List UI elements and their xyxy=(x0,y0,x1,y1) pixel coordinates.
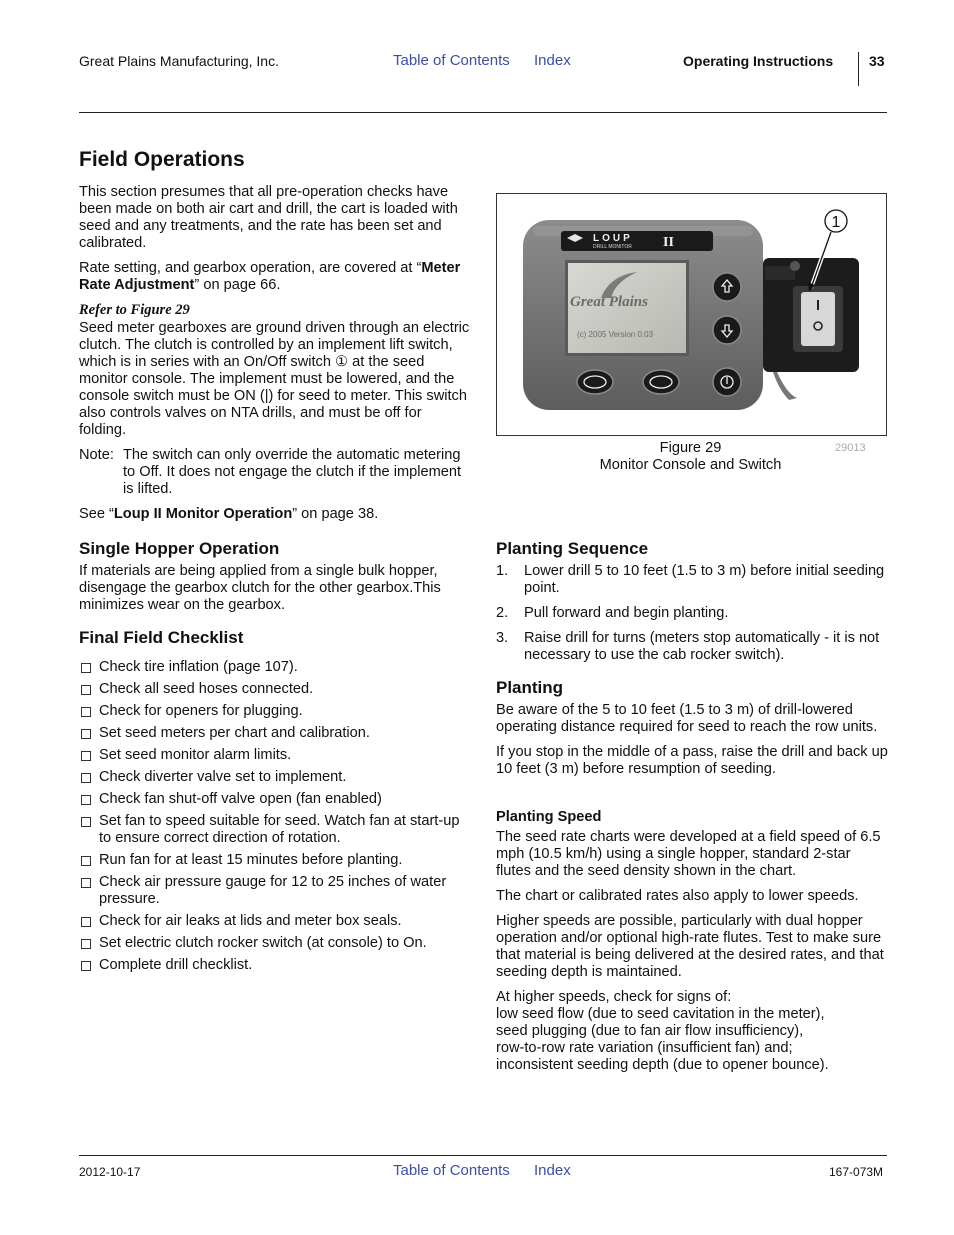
planting-speed-paragraph-1: The seed rate charts were developed at a field speed of 6.5 mph (10.5 km/h) using a single hopper, standard 2-star flutes and the seed density shown in the chart. xyxy=(496,829,881,879)
loup-logo-plate xyxy=(561,231,713,251)
footer-rule xyxy=(79,1155,887,1156)
checkbox-icon xyxy=(81,729,91,739)
checklist-item xyxy=(79,725,471,742)
checklist-item-text: Check all seed hoses connected. xyxy=(99,681,314,697)
soft-key-left xyxy=(577,370,613,394)
logo-top-text: LOUP xyxy=(593,233,633,244)
checkbox-icon xyxy=(81,939,91,949)
planting-step xyxy=(496,563,888,597)
footer-date: 2012-10-17 xyxy=(79,1165,141,1179)
planting-step-text: Pull forward and begin planting. xyxy=(524,605,729,621)
planting-speed-paragraph-2: The chart or calibrated rates also apply to lower speeds. xyxy=(496,888,859,904)
refer-figure: Refer to Figure 29 xyxy=(79,302,190,318)
checklist-item xyxy=(79,874,471,908)
figure-ref-code: 29013 xyxy=(835,442,866,454)
planting-paragraph-1: Be aware of the 5 to 10 feet (1.5 to 3 m) of drill-lowered operating distance required for seed to reach the row units. xyxy=(496,702,878,735)
checklist-item xyxy=(79,681,471,698)
checkbox-icon xyxy=(81,707,91,717)
left-column xyxy=(79,184,471,523)
footer-doc-number: 167-073M xyxy=(829,1165,884,1179)
planting-step-number: 3. xyxy=(496,630,509,646)
checklist-item-text: Run fan for at least 15 minutes before planting. xyxy=(99,852,403,868)
logo-sub-text: DRILL MONITOR xyxy=(593,244,632,250)
planting-speed-heading: Planting Speed xyxy=(496,809,602,825)
planting-step-text: Raise drill for turns (meters stop automatically - it is not necessary to use the cab rocker switch). xyxy=(524,630,880,663)
header-company: Great Plains Manufacturing, Inc. xyxy=(79,53,279,69)
planting-step xyxy=(496,605,888,622)
planting-heading: Planting xyxy=(496,678,564,697)
checklist-item-text: Check for openers for plugging. xyxy=(99,703,303,719)
checklist-item-text: Check diverter valve set to implement. xyxy=(99,769,347,785)
planting-speed-paragraph-3: Higher speeds are possible, particularly with dual hopper operation and/or optional high-rate flutes. Test to make sure that material is being delivered at the desired rates, and that seeding depth is maintained. xyxy=(496,913,884,980)
checklist xyxy=(79,659,471,974)
checklist-item xyxy=(79,852,471,869)
checkbox-icon xyxy=(81,685,91,695)
checklist-item xyxy=(79,913,471,930)
figure-caption xyxy=(496,440,885,474)
checklist-item xyxy=(79,791,471,808)
figure-29 xyxy=(496,193,887,436)
checklist-item-text: Check fan shut-off valve open (fan enabled) xyxy=(99,791,382,807)
planting-step xyxy=(496,630,888,664)
planting-paragraph-2: If you stop in the middle of a pass, raise the drill and back up 10 feet (3 m) before resumption of seeding. xyxy=(496,744,888,777)
callout-number: 1 xyxy=(831,214,841,231)
planting-speed-section xyxy=(496,809,888,1074)
down-arrow-button xyxy=(713,316,741,344)
checklist-item xyxy=(79,659,471,676)
header-section: Operating Instructions xyxy=(683,53,834,69)
page-number: 33 xyxy=(869,53,885,69)
page-title: Field Operations xyxy=(79,148,245,171)
checklist-item-text: Set fan to speed suitable for seed. Watch fan at start-up to ensure correct direction of rotation. xyxy=(99,813,460,846)
intro-paragraph-1: This section presumes that all pre-operation checks have been made on both air cart and drill, the cart is loaded with seed and any treatments, and the rate has been set and calibrated. xyxy=(79,184,458,251)
planting-speed-sign-line: seed plugging (due to fan air flow insufficiency), xyxy=(496,1023,804,1039)
checklist-item xyxy=(79,813,471,847)
footer-toc-link[interactable]: Table of Contents xyxy=(393,1162,510,1179)
checklist-item-text: Set seed meters per chart and calibration. xyxy=(99,725,370,741)
header-divider xyxy=(858,52,859,86)
intro-paragraph-2: Rate setting, and gearbox operation, are covered at “Meter Rate Adjustment” on page 66. xyxy=(79,260,461,293)
figure-caption-title: Monitor Console and Switch xyxy=(599,457,782,473)
screen-version: (c) 2005 Version 0.03 xyxy=(577,330,654,339)
checklist-item xyxy=(79,703,471,720)
checklist-section xyxy=(79,628,471,979)
checklist-item xyxy=(79,935,471,952)
checklist-item-text: Set electric clutch rocker switch (at console) to On. xyxy=(99,935,427,951)
up-arrow-button xyxy=(713,273,741,301)
checkbox-icon xyxy=(81,751,91,761)
checkbox-icon xyxy=(81,917,91,927)
checklist-item-text: Check air pressure gauge for 12 to 25 inches of water pressure. xyxy=(99,874,447,907)
checkbox-icon xyxy=(81,961,91,971)
checklist-item xyxy=(79,747,471,764)
header-toc-link[interactable]: Table of Contents xyxy=(393,52,510,69)
checklist-item xyxy=(79,957,471,974)
planting-speed-sign-line: low seed flow (due to seed cavitation in the meter), xyxy=(496,1006,825,1022)
checklist-item-text: Set seed monitor alarm limits. xyxy=(99,747,292,763)
soft-key-middle xyxy=(643,370,679,394)
planting-speed-sign-line: row-to-row rate variation (insufficient fan) and; xyxy=(496,1040,793,1056)
planting-sequence-section xyxy=(496,539,888,672)
note-block xyxy=(79,447,471,498)
checklist-item xyxy=(79,769,471,786)
meter-rate-link: Meter Rate Adjustment xyxy=(79,260,461,293)
planting-speed-signs xyxy=(496,989,888,1074)
planting-speed-sign-line: inconsistent seeding depth (due to opener bounce). xyxy=(496,1057,829,1073)
planting-step-number: 2. xyxy=(496,605,509,621)
checkbox-icon xyxy=(81,878,91,888)
checkbox-icon xyxy=(81,795,91,805)
planting-steps xyxy=(496,563,888,664)
single-hopper-text: If materials are being applied from a single bulk hopper, disengage the gearbox clutch for the other gearbox.This minimizes wear on the gearbox. xyxy=(79,563,441,613)
figure-caption-number: Figure 29 xyxy=(659,440,722,456)
note-label: Note: xyxy=(79,447,114,463)
see-loup-reference: See “Loup II Monitor Operation” on page 38. xyxy=(79,506,379,522)
checkbox-icon xyxy=(81,773,91,783)
checklist-item-text: Check tire inflation (page 107). xyxy=(99,659,298,675)
checkbox-icon xyxy=(81,817,91,827)
checklist-item-text: Complete drill checklist. xyxy=(99,957,253,973)
single-hopper-heading: Single Hopper Operation xyxy=(79,539,280,558)
planting-step-text: Lower drill 5 to 10 feet (1.5 to 3 m) before initial seeding point. xyxy=(524,563,885,596)
header-index-link[interactable]: Index xyxy=(534,52,571,69)
note-text: The switch can only override the automatic metering to Off. It does not engage the clutch if the implement is lifted. xyxy=(123,447,462,497)
single-hopper-section xyxy=(79,539,471,614)
checklist-item-text: Check for air leaks at lids and meter box seals. xyxy=(99,913,402,929)
checkbox-icon xyxy=(81,663,91,673)
planting-step-number: 1. xyxy=(496,563,509,579)
bolt-icon xyxy=(790,261,800,271)
planting-speed-sign-line: At higher speeds, check for signs of: xyxy=(496,989,732,1005)
planting-section xyxy=(496,678,888,778)
checkbox-icon xyxy=(81,856,91,866)
footer-index-link[interactable]: Index xyxy=(534,1162,571,1179)
monitor-console-image xyxy=(497,194,886,435)
intro-paragraph-3: Seed meter gearboxes are ground driven through an electric clutch. The clutch is controlled by an implement lift switch, which is in series with an On/Off switch ① at the seed monitor console. The implement must be lowered, and the console switch must be ON (|) for seed to meter. This switch also controls valves on NTA drills, and must be off for folding. xyxy=(79,320,470,438)
screen-brand: Great Plains xyxy=(570,294,648,310)
logo-ii-text: II xyxy=(663,235,674,250)
header-rule xyxy=(79,112,887,113)
planting-sequence-heading: Planting Sequence xyxy=(496,539,649,558)
checklist-heading: Final Field Checklist xyxy=(79,628,244,647)
